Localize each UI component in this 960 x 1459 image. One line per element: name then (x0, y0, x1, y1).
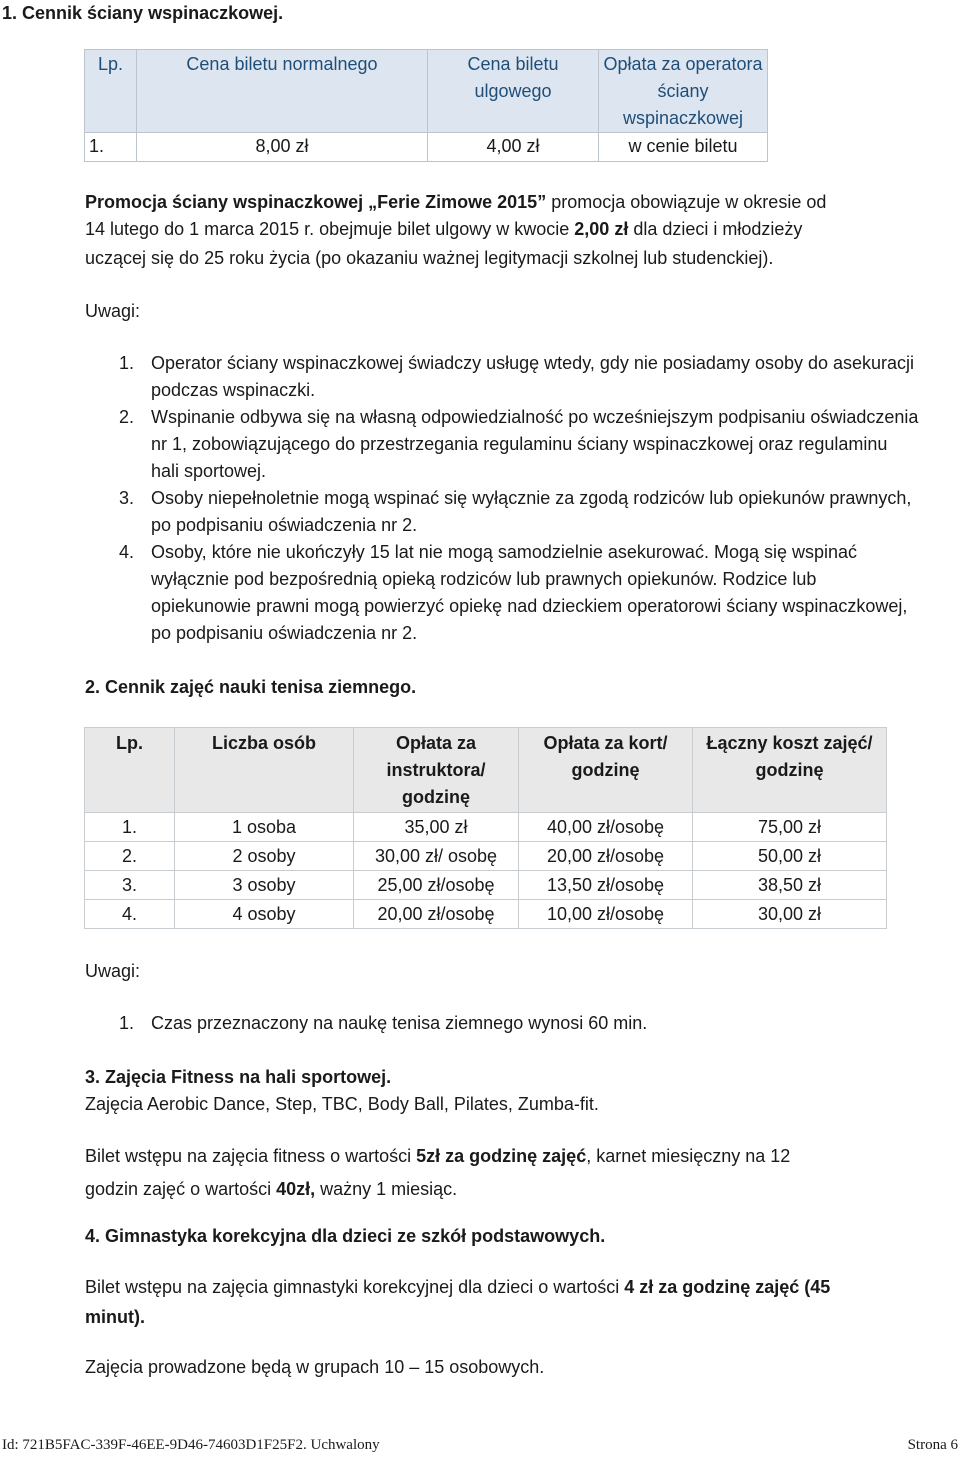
table-cell: 1 osoba (175, 813, 354, 842)
list-item (119, 404, 919, 485)
promo-text: promocja obowiązuje w okresie od (546, 192, 827, 212)
list-item (119, 1010, 919, 1037)
table-cell: 1. (85, 813, 175, 842)
promo-price: 2,00 zł (574, 219, 629, 239)
list-text: Osoby, które nie ukończyły 15 lat nie mogą samodzielnie asekurować. Mogą się wspinać wyłącznie pod bezpośrednią opieką rodziców lub prawnych opiekunów. Rodzice lub opiekunowie prawni mogą powierzyć opiekę nad dzieckiem operatorowi ściany wspinaczkowej, po podpisaniu oświadczenia nr 2. (151, 542, 908, 643)
fitness-pass-price: 40zł, (276, 1179, 316, 1199)
section2-heading: 2. Cennik zajęć nauki tenisa ziemnego. (85, 677, 417, 697)
table-cell: 3. (85, 871, 175, 900)
table-row (85, 871, 887, 900)
table-cell: 30,00 zł/ osobę (354, 842, 519, 871)
gym-price-line-2: minut). (85, 1307, 145, 1327)
fitness-classes-list: Zajęcia Aerobic Dance, Step, TBC, Body Ball, Pilates, Zumba-fit. (85, 1094, 599, 1114)
table-row (85, 842, 887, 871)
promo-title: Promocja ściany wspinaczkowej „Ferie Zimowe 2015” (85, 192, 547, 212)
list-text: Osoby niepełnoletnie mogą wspinać się wyłącznie za zgodą rodziców lub opiekunów prawnych, po podpisaniu oświadczenia nr 2. (151, 488, 912, 535)
table-header-row (85, 50, 768, 133)
table-cell: 50,00 zł (693, 842, 887, 871)
list-number: 1. (119, 1013, 135, 1033)
section2-notes-list (119, 1010, 919, 1037)
table-cell: 13,50 zł/osobę (519, 871, 693, 900)
section4-heading: 4. Gimnastyka korekcyjna dla dzieci ze szkół podstawowych. (85, 1226, 606, 1246)
promo-line-1 (85, 189, 826, 216)
table-cell: w cenie biletu (599, 133, 768, 162)
section1-notes-list (119, 350, 919, 647)
list-number: 2. (119, 407, 135, 427)
climbing-wall-price-table (84, 49, 768, 162)
table-header-row (85, 728, 887, 813)
fitness-text: godzin zajęć o wartości (85, 1179, 277, 1199)
table-cell: 2 osoby (175, 842, 354, 871)
col-header-total-cost: Łączny koszt zajęć/ godzinę (693, 728, 887, 813)
list-text: Wspinanie odbywa się na własną odpowiedzialność po wcześniejszym podpisaniu oświadczenia nr 1, zobowiązującego do przestrzegania regulaminu ściany wspinaczkowej oraz regulaminu hali sportowej. (151, 407, 919, 481)
notes-label: Uwagi: (85, 961, 141, 981)
fitness-text: ważny 1 miesiąc. (315, 1179, 458, 1199)
table-row (85, 133, 768, 162)
table-cell: 30,00 zł (693, 900, 887, 929)
document-id: Id: 721B5FAC-339F-46EE-9D46-74603D1F25F2. Uchwalony (2, 1437, 380, 1453)
promo-text: dla dzieci i młodzieży (628, 219, 803, 239)
list-text: Czas przeznaczony na naukę tenisa ziemnego wynosi 60 min. (151, 1013, 648, 1033)
list-number: 3. (119, 488, 135, 508)
section3-heading: 3. Zajęcia Fitness na hali sportowej. (85, 1067, 392, 1087)
table-row (85, 813, 887, 842)
gym-groups-line: Zajęcia prowadzone będą w grupach 10 – 15 osobowych. (85, 1357, 545, 1377)
fitness-text: Bilet wstępu na zajęcia fitness o wartości (85, 1146, 417, 1166)
list-item (119, 539, 919, 647)
promo-text: 14 lutego do 1 marca 2015 r. obejmuje bilet ulgowy w kwocie (85, 219, 575, 239)
col-header-instructor-fee: Opłata za instruktora/ godzinę (354, 728, 519, 813)
table-cell: 1. (85, 133, 137, 162)
table-row (85, 900, 887, 929)
fitness-text: , karnet miesięczny na 12 (586, 1146, 791, 1166)
fitness-price-line-2 (85, 1176, 457, 1203)
list-text: Operator ściany wspinaczkowej świadczy usługę wtedy, gdy nie posiadamy osoby do asekuracji podczas wspinaczki. (151, 353, 915, 400)
table-cell: 10,00 zł/osobę (519, 900, 693, 929)
fitness-hourly-price: 5zł za godzinę zajęć (416, 1146, 587, 1166)
promo-line-3: uczącej się do 25 roku życia (po okazaniu ważnej legitymacji szkolnej lub studenckiej). (85, 248, 774, 268)
fitness-price-line-1 (85, 1143, 790, 1170)
col-header-reduced-price: Cena biletu ulgowego (428, 50, 599, 133)
col-header-people-count: Liczba osób (175, 728, 354, 813)
col-header-operator-fee: Opłata za operatora ściany wspinaczkowej (599, 50, 768, 133)
notes-label: Uwagi: (85, 301, 141, 321)
gym-price-line-1 (85, 1274, 830, 1301)
table-cell: 4. (85, 900, 175, 929)
list-item (119, 485, 919, 539)
table-cell: 25,00 zł/osobę (354, 871, 519, 900)
table-cell: 4,00 zł (428, 133, 599, 162)
page-number: Strona 6 (907, 1437, 958, 1453)
col-header-lp: Lp. (85, 50, 137, 133)
table-cell: 2. (85, 842, 175, 871)
col-header-lp: Lp. (85, 728, 175, 813)
list-number: 1. (119, 353, 135, 373)
table-cell: 4 osoby (175, 900, 354, 929)
table-cell: 3 osoby (175, 871, 354, 900)
table-cell: 38,50 zł (693, 871, 887, 900)
promo-line-2 (85, 216, 802, 243)
list-number: 4. (119, 542, 135, 562)
table-cell: 35,00 zł (354, 813, 519, 842)
table-cell: 75,00 zł (693, 813, 887, 842)
col-header-normal-price: Cena biletu normalnego (137, 50, 428, 133)
tennis-price-table (84, 727, 887, 929)
table-cell: 8,00 zł (137, 133, 428, 162)
gym-text: Bilet wstępu na zajęcia gimnastyki korekcyjnej dla dzieci o wartości (85, 1277, 625, 1297)
list-item (119, 350, 919, 404)
table-cell: 20,00 zł/osobę (519, 842, 693, 871)
table-cell: 20,00 zł/osobę (354, 900, 519, 929)
section1-heading: 1. Cennik ściany wspinaczkowej. (2, 3, 284, 23)
gym-price: 4 zł za godzinę zajęć (45 (624, 1277, 831, 1297)
table-cell: 40,00 zł/osobę (519, 813, 693, 842)
col-header-court-fee: Opłata za kort/ godzinę (519, 728, 693, 813)
